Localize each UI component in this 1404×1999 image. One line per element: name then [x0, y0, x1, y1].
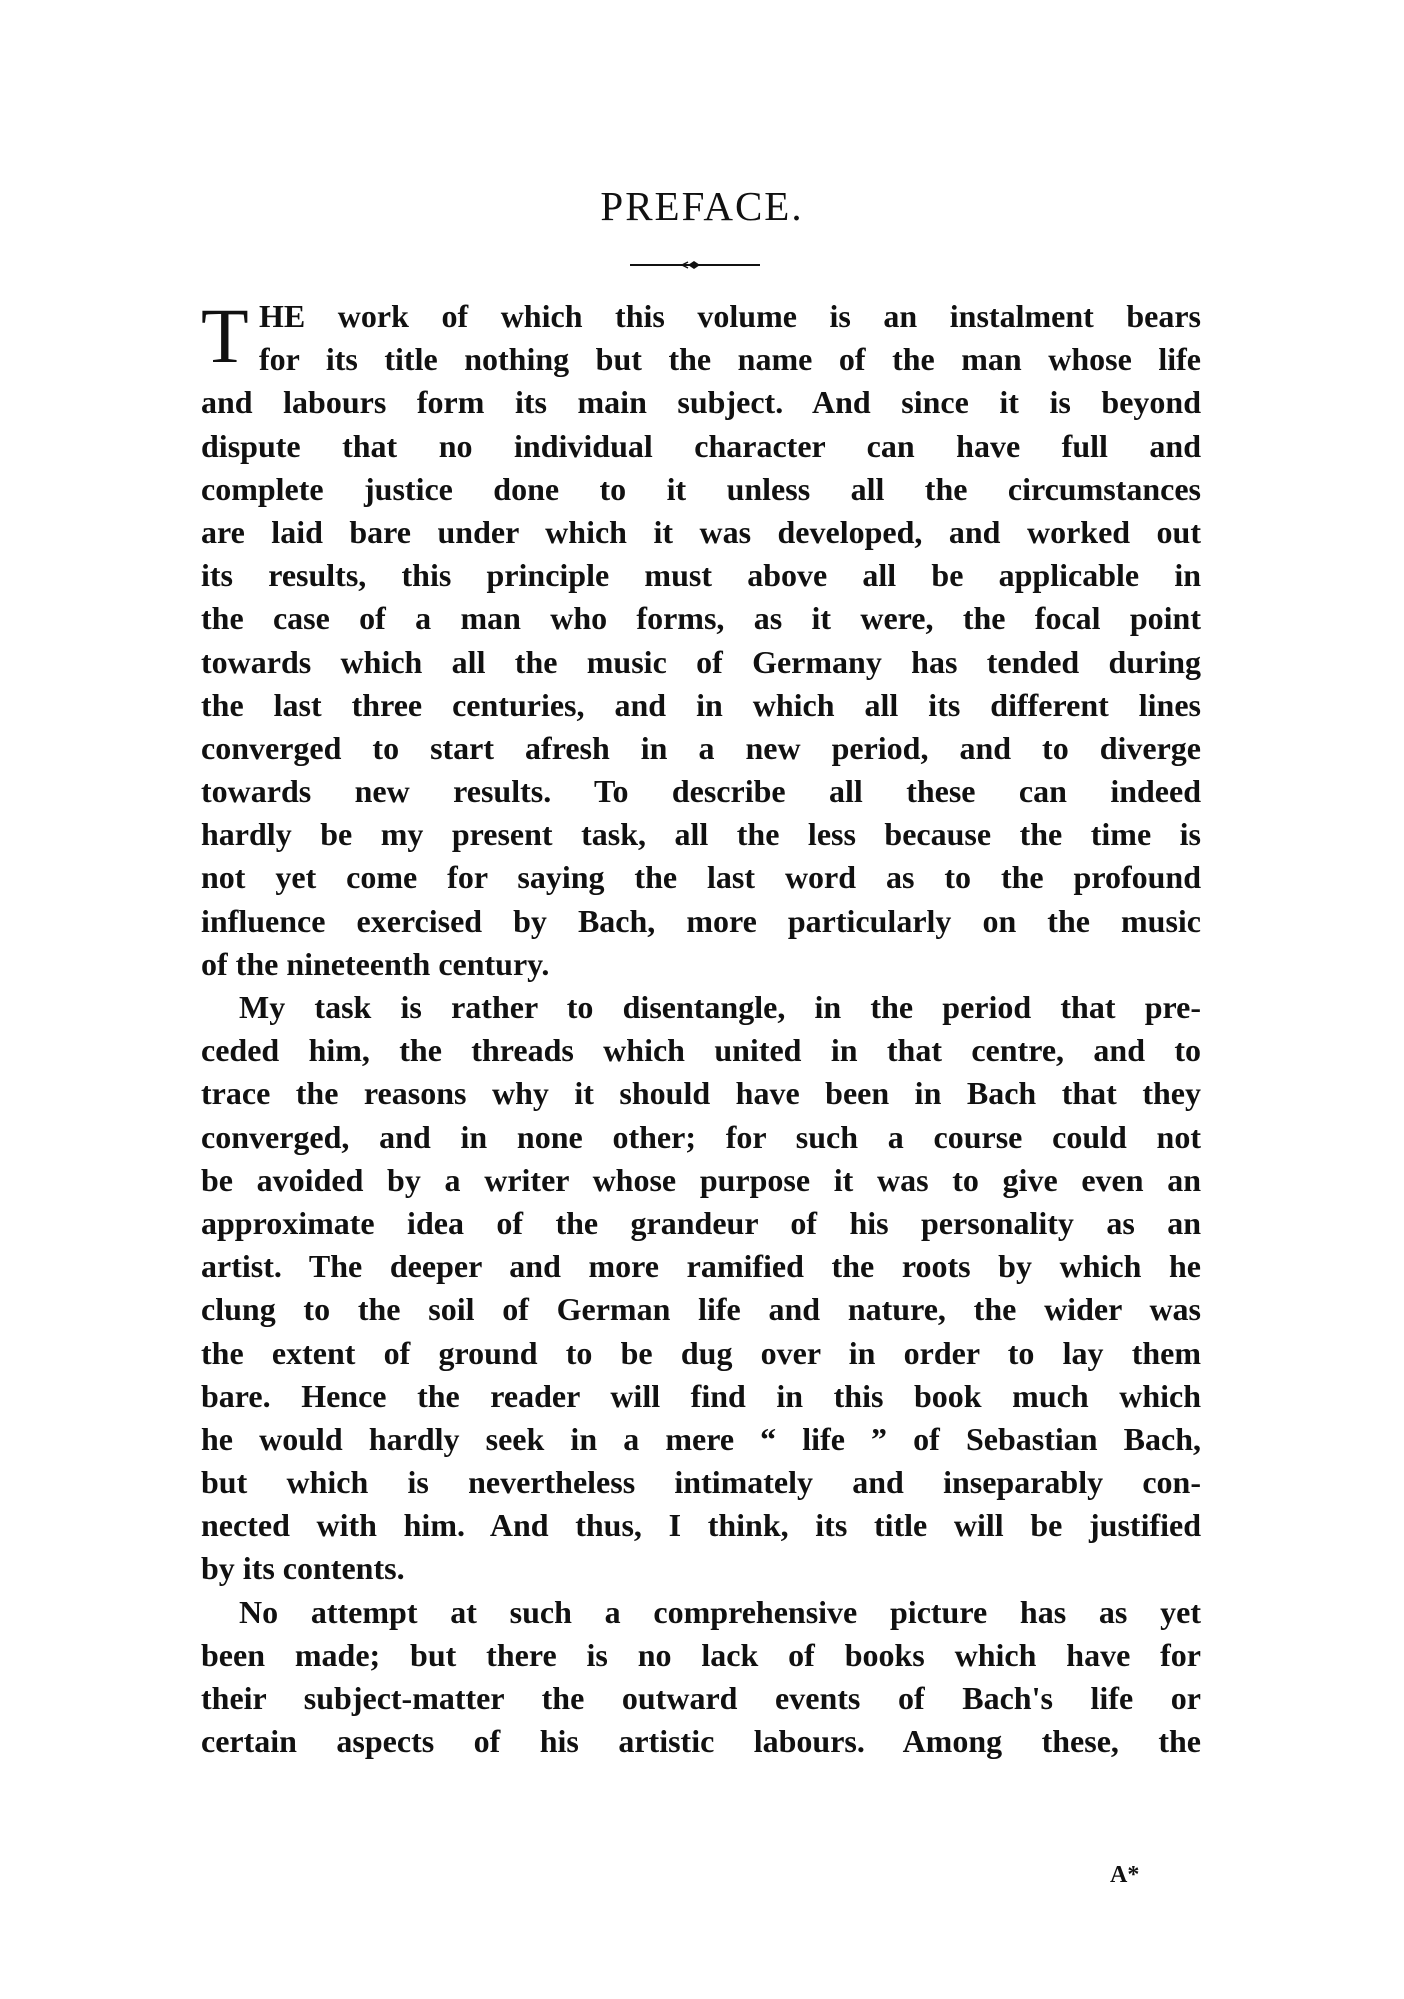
drop-cap: T [201, 292, 249, 379]
text-line: towards which all the music of Germany has tended during [201, 643, 1201, 680]
text-line: for its title nothing but the name of the man whose life [259, 341, 1201, 378]
text-line: are laid bare under which it was developed, and worked out [201, 513, 1201, 550]
text-line: the extent of ground to be dug over in order to lay them [201, 1334, 1201, 1371]
text-line: by its contents. [201, 1550, 405, 1587]
text-line: dispute that no individual character can have full and [201, 427, 1201, 464]
text-line: converged, and in none other; for such a course could not [201, 1118, 1201, 1155]
text-line: the last three centuries, and in which all its different lines [201, 686, 1201, 723]
page-title: PREFACE. [600, 183, 804, 229]
text-line: No attempt at such a comprehensive picture has as yet [239, 1593, 1201, 1630]
signature-mark: A* [1110, 1862, 1140, 1888]
text-line: approximate idea of the grandeur of his personality as an [201, 1204, 1201, 1241]
paragraph-2 [201, 986, 1201, 1591]
text-line: clung to the soil of German life and nature, the wider was [201, 1291, 1201, 1328]
text-line: trace the reasons why it should have been in Bach that they [201, 1075, 1201, 1112]
text-line: their subject-matter the outward events of Bach's life or [201, 1680, 1201, 1716]
text-line: been made; but there is no lack of books which have for [201, 1636, 1201, 1673]
text-line: influence exercised by Bach, more particularly on the music [201, 902, 1201, 939]
text-line: My task is rather to disentangle, in the period that pre- [239, 989, 1201, 1025]
paragraph-1 [201, 292, 1201, 986]
text-line: not yet come for saying the last word as to the profound [201, 859, 1201, 896]
text-line: be avoided by a writer whose purpose it was to give even an [201, 1161, 1201, 1198]
ornament-divider-icon [630, 258, 760, 272]
text-line: towards new results. To describe all these can indeed [201, 773, 1201, 810]
text-line: he would hardly seek in a mere “ life ” of Sebastian Bach, [201, 1420, 1201, 1457]
text-line: hardly be my present task, all the less because the time is [201, 816, 1201, 853]
paragraph-3 [201, 1591, 1201, 1764]
preface-body [201, 292, 1201, 1763]
text-line: complete justice done to it unless all the circumstances [201, 470, 1201, 507]
text-line: of the nineteenth century. [201, 945, 550, 982]
text-line: the case of a man who forms, as it were, the focal point [201, 600, 1201, 637]
text-line: and labours form its main subject. And since it is beyond [201, 384, 1201, 421]
text-line: but which is nevertheless intimately and inseparably con- [201, 1464, 1201, 1501]
text-line: converged to start afresh in a new period, and to diverge [201, 729, 1201, 766]
text-line: nected with him. And thus, I think, its title will be justified [201, 1507, 1201, 1544]
text-line: bare. Hence the reader will find in this book much which [201, 1377, 1201, 1414]
text-line: artist. The deeper and more ramified the roots by which he [201, 1248, 1201, 1285]
text-line: ceded him, the threads which united in that centre, and to [201, 1032, 1201, 1069]
text-line: certain aspects of his artistic labours. Among these, the [201, 1723, 1201, 1760]
text-line: HE work of which this volume is an instalment bears [259, 298, 1201, 334]
text-line: its results, this principle must above all be applicable in [201, 557, 1201, 594]
